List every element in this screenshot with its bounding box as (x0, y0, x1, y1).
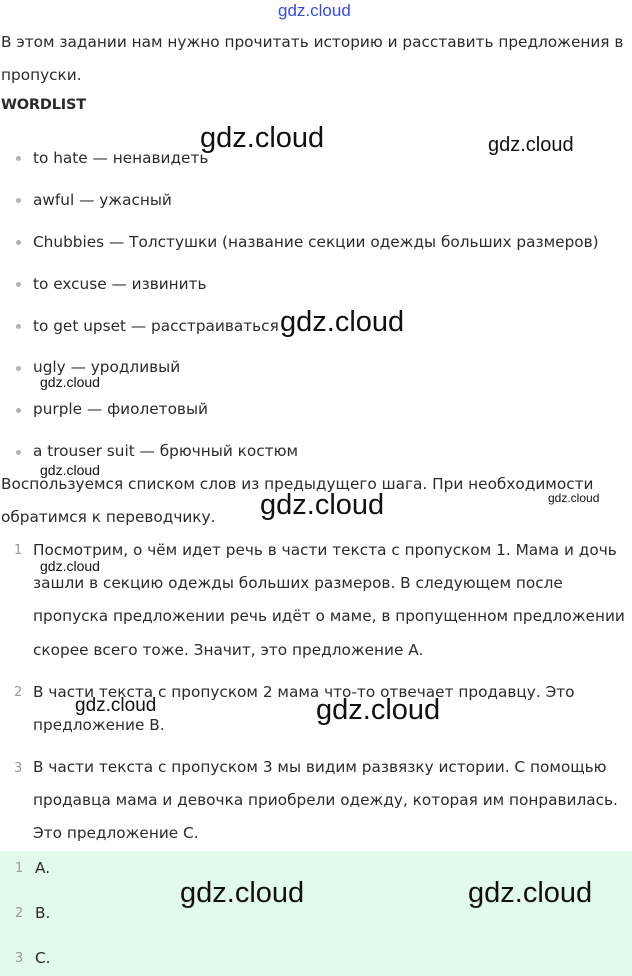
wordlist-item: to excuse — извинить (33, 275, 207, 293)
step-1-line-1: Посмотрим, о чём идет речь в части текста с пропуском 1. Мама и дочь (33, 541, 617, 559)
watermark: gdz.cloud (316, 694, 441, 726)
wordlist-item: purple — фиолетовый (33, 400, 208, 418)
step-2-line-1: В части текста с пропуском 2 мама что-то отвечает продавцу. Это (33, 683, 575, 701)
step-1-line-4: скорее всего тоже. Значит, это предложение A. (33, 641, 424, 659)
wordlist-item: awful — ужасный (33, 191, 172, 209)
step-3-line-1: В части текста с пропуском 3 мы видим развязку истории. С помощью (33, 758, 607, 776)
watermark: gdz.cloud (548, 491, 600, 505)
watermark: gdz.cloud (200, 122, 325, 154)
wordlist-item: to hate — ненавидеть (33, 149, 209, 167)
bullet-icon (16, 156, 21, 161)
bullet-icon (16, 450, 21, 455)
step-1-line-2: зашли в секцию одежды больших размеров. В следующем после (33, 574, 563, 592)
answers-panel (0, 851, 632, 976)
intro-line-1: В этом задании нам нужно прочитать историю и расставить предложения в (1, 33, 624, 51)
step-number: 3 (14, 761, 23, 776)
watermark: gdz.cloud (280, 306, 405, 338)
watermark: gdz.cloud (260, 489, 385, 521)
bullet-icon (16, 408, 21, 413)
step-2-line-2: предложение B. (33, 716, 165, 734)
watermark: gdz.cloud (488, 134, 574, 156)
answer-value: A. (35, 859, 51, 877)
answer-number: 2 (15, 906, 24, 921)
watermark: gdz.cloud (40, 374, 100, 390)
intro-line-2: пропуски. (1, 66, 82, 84)
step-1-line-3: пропуска предложении речь идёт о маме, в пропущенном предложении (33, 607, 625, 625)
watermark: gdz.cloud (40, 558, 100, 574)
wordlist-item: to get upset — расстраиваться (33, 317, 279, 335)
answer-number: 3 (15, 951, 24, 966)
bullet-icon (16, 198, 21, 203)
answer-value: B. (35, 904, 51, 922)
watermark: gdz.cloud (40, 462, 100, 478)
step-number: 2 (14, 685, 23, 700)
answer-value: C. (35, 949, 51, 967)
bullet-icon (16, 324, 21, 329)
watermark-top: gdz.cloud (278, 1, 351, 20)
wordlist-item: Chubbies — Толстушки (название секции одежды больших размеров) (33, 233, 599, 251)
watermark: gdz.cloud (180, 877, 305, 909)
answer-number: 1 (15, 861, 24, 876)
usage-line-2: обратимся к переводчику. (1, 508, 216, 526)
bullet-icon (16, 366, 21, 371)
watermark: gdz.cloud (75, 695, 157, 716)
bullet-icon (16, 282, 21, 287)
wordlist-item: a trouser suit — брючный костюм (33, 442, 298, 460)
step-3-line-3: Это предложение C. (33, 824, 199, 842)
step-number: 1 (14, 543, 23, 558)
wordlist-item: ugly — уродливый (33, 358, 181, 376)
usage-line-1: Воспользуемся списком слов из предыдущего шага. При необходимости (1, 475, 594, 493)
watermark: gdz.cloud (468, 877, 593, 909)
step-3-line-2: продавца мама и девочка приобрели одежду, которая им понравилась. (33, 791, 618, 809)
wordlist-heading: WORDLIST (1, 97, 86, 113)
bullet-icon (16, 240, 21, 245)
